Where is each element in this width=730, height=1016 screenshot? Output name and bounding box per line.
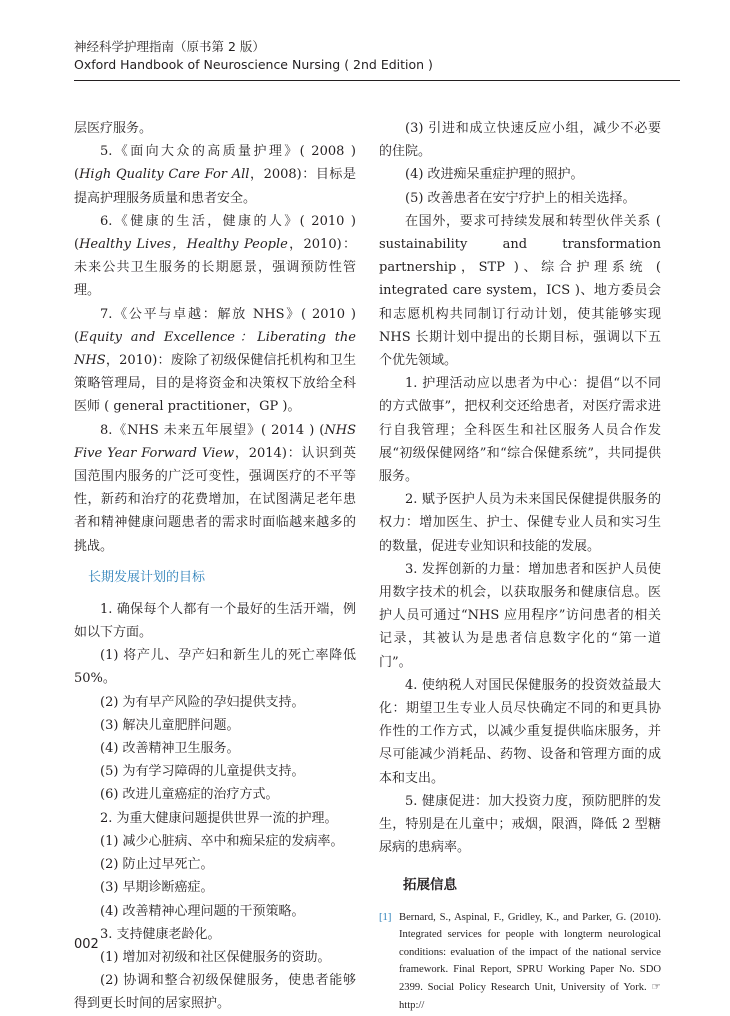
left-column xyxy=(74,117,356,1016)
header-title-cn: 神经科学护理指南（原书第 2 版） xyxy=(74,39,265,54)
list-item: (4) 改进痴呆重症护理的照护。 xyxy=(405,167,584,183)
header-divider xyxy=(74,80,680,81)
list-item: (2) 防止过早死亡。 xyxy=(100,857,214,873)
list-item: (5) 改善患者在安宁疗护上的相关选择。 xyxy=(405,190,636,206)
page-number: 002 xyxy=(74,937,99,952)
header-title-en: Oxford Handbook of Neuroscience Nursing ( 2nd Edition ) xyxy=(74,57,433,72)
priority-item: 2. 赋予医护人员为未来国民保健提供服务的权力：增加医生、护士、保健专业人员和实习生的数量，促进专业知识和技能的发展。 xyxy=(379,492,661,554)
list-item: (1) 增加对初级和社区保健服务的资助。 xyxy=(100,949,331,965)
list-item: (6) 改进儿童癌症的治疗方式。 xyxy=(100,787,279,803)
list-item: (1) 将产儿、孕产妇和新生儿的死亡率降低 50%。 xyxy=(74,648,356,687)
list-item: 1. 确保每个人都有一个最好的生活开端，例如以下方面。 xyxy=(74,601,356,641)
list-item: (3) 解决儿童肥胖问题。 xyxy=(100,717,240,733)
reference-entry xyxy=(379,909,661,1015)
paragraph: 在国外，要求可持续发展和转型伙伴关系 ( sustainability and transformation partnership，STP )、综合护理系统 ( integrated care system，ICS )、地方委员会和志愿机构共同制订行动计划，使其能够实现 NHS 长期计划中提出的长期目标，强调以下五个优先领域。 xyxy=(379,213,661,369)
section-title-goals: 长期发展计划的目标 xyxy=(88,569,206,585)
reference-number: [1] xyxy=(379,911,392,923)
paragraph: 层医疗服务。 xyxy=(74,121,153,136)
list-item: (4) 改善精神心理问题的干预策略。 xyxy=(100,903,305,919)
priority-item: 1. 护理活动应以患者为中心：提倡“以不同的方式做事”，把权利交还给患者，对医疗需求进行自我管理；全科医生和社区服务人员合作发展“初级保健网络”和“综合保健系统”，共同提供服务。 xyxy=(379,376,661,485)
policy-item-8: 8.《NHS 未来五年展望》( 2014 ) (NHS Five Year Forward View，2014)：认识到英国范围内服务的广泛可变性，强调医疗的不平等性，新药和治疗的花费增加，在试图满足老年患者和精神健康问题患者的需求时面临越来越多的挑战。 xyxy=(74,422,357,554)
list-item: 2. 为重大健康问题提供世界一流的护理。 xyxy=(100,810,338,826)
section-title-further-info: 拓展信息 xyxy=(403,876,457,893)
running-header xyxy=(74,38,674,74)
policy-item-6: 6.《健康的生活，健康的人》( 2010 ) (Healthy Lives，Healthy People，2010)：未来公共卫生服务的长期愿景，强调预防性管理。 xyxy=(74,213,357,299)
list-item: (3) 早期诊断癌症。 xyxy=(100,880,214,896)
reference-text: Bernard, S., Aspinal, F., Gridley, K., and Parker, G. (2010). Integrated services for people with longterm neurological conditions: evaluation of the impact of the national service framework. Final Report, SPRU Working Paper No. SDO 2399. Social Policy Research Unit, University of York. ☞ http:// xyxy=(399,911,661,1011)
right-column xyxy=(379,117,661,1014)
priority-item: 3. 发挥创新的力量：增加患者和医护人员使用数字技术的机会，以获取服务和健康信息。医护人员可通过“NHS 应用程序”访问患者的相关记录，其被认为是患者信息数字化的“第一道门”。 xyxy=(379,561,661,670)
list-item: (4) 改善精神卫生服务。 xyxy=(100,741,240,757)
list-item: (2) 为有早产风险的孕妇提供支持。 xyxy=(100,694,305,710)
list-item: (2) 协调和整合初级保健服务，使患者能够得到更长时间的居家照护。 xyxy=(74,973,356,1012)
priority-item: 4. 使纳税人对国民保健服务的投资效益最大化：期望卫生专业人员尽快确定不同的和更具协作性的工作方式，以减少重复提供临床服务，并尽可能减少消耗品、药物、设备和管理方面的成本和支出。 xyxy=(379,677,661,786)
policy-item-5: 5.《面向大众的高质量护理》( 2008 ) (High Quality Care For All，2008)：目标是提高护理服务质量和患者安全。 xyxy=(74,144,357,206)
priority-item: 5. 健康促进：加大投资力度，预防肥胖的发生，特别是在儿童中；戒烟，限酒，降低 2 型糖尿病的患病率。 xyxy=(379,793,661,856)
list-item: (1) 减少心脏病、卒中和痴呆症的发病率。 xyxy=(100,833,344,849)
list-item: (5) 为有学习障碍的儿童提供支持。 xyxy=(100,764,305,780)
list-item: 3. 支持健康老龄化。 xyxy=(100,926,221,942)
list-item: (3) 引进和成立快速反应小组，减少不必要的住院。 xyxy=(379,121,661,160)
policy-item-7: 7.《公平与卓越：解放 NHS》( 2010 ) (Equity and Excellence：Liberating the NHS，2010)：废除了初级保健信托机构和卫生策略管理局，目的是将资金和决策权下放给全科医师 ( general practitioner，GP )。 xyxy=(74,306,356,415)
